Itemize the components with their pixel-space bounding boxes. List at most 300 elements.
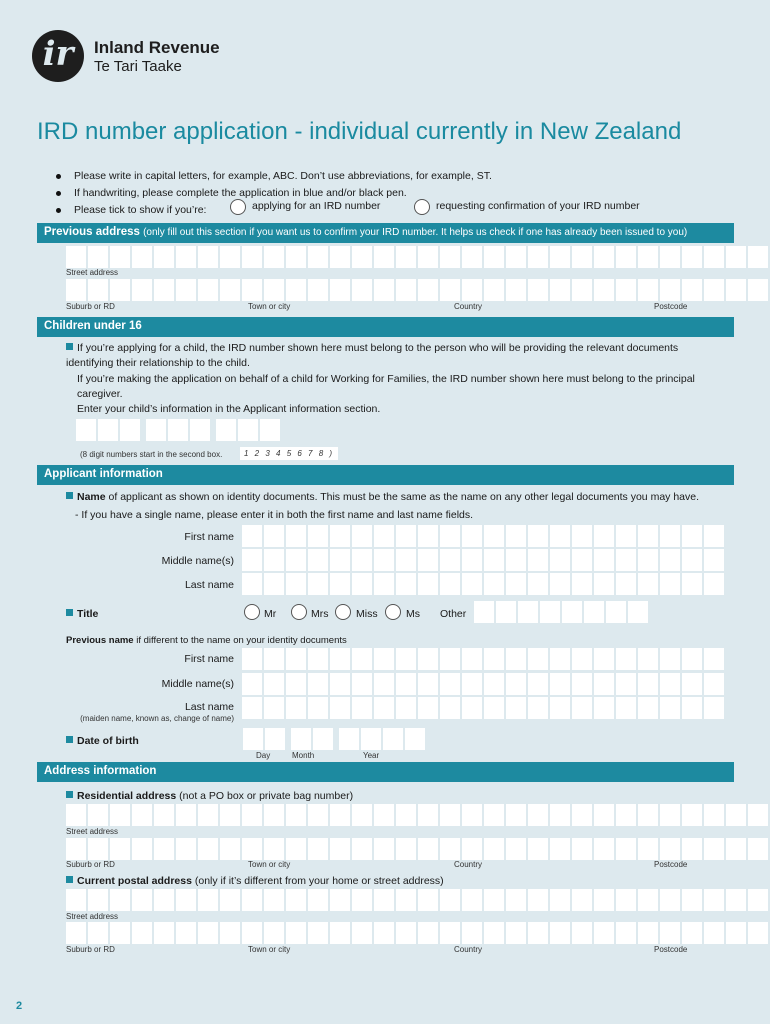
char-box[interactable] xyxy=(528,697,548,719)
char-box[interactable] xyxy=(374,838,394,860)
char-box[interactable] xyxy=(616,246,636,268)
title-miss-radio[interactable] xyxy=(335,604,351,620)
char-box[interactable] xyxy=(264,673,284,695)
char-box[interactable] xyxy=(484,922,504,944)
char-box[interactable] xyxy=(506,889,526,911)
dob-month-boxes[interactable] xyxy=(291,728,333,750)
char-box[interactable] xyxy=(66,279,86,301)
child-ird-number[interactable] xyxy=(76,419,280,441)
char-box[interactable] xyxy=(418,246,438,268)
char-box[interactable] xyxy=(352,525,372,547)
char-box[interactable] xyxy=(682,246,702,268)
char-box[interactable] xyxy=(638,697,658,719)
char-box[interactable] xyxy=(330,246,350,268)
prev-first-name-boxes[interactable] xyxy=(242,648,724,670)
title-other-boxes[interactable] xyxy=(474,601,648,623)
char-box[interactable] xyxy=(660,279,680,301)
char-box[interactable] xyxy=(88,246,108,268)
char-box[interactable] xyxy=(264,648,284,670)
char-box[interactable] xyxy=(418,525,438,547)
char-box[interactable] xyxy=(572,648,592,670)
char-box[interactable] xyxy=(440,549,460,571)
char-box[interactable] xyxy=(462,838,482,860)
char-box[interactable] xyxy=(339,728,359,750)
char-box[interactable] xyxy=(374,573,394,595)
char-box[interactable] xyxy=(748,838,768,860)
char-box[interactable] xyxy=(374,889,394,911)
char-box[interactable] xyxy=(704,673,724,695)
char-box[interactable] xyxy=(704,549,724,571)
char-box[interactable] xyxy=(110,838,130,860)
char-box[interactable] xyxy=(308,525,328,547)
char-box[interactable] xyxy=(572,922,592,944)
prev-last-name-boxes[interactable] xyxy=(242,697,724,719)
char-box[interactable] xyxy=(594,573,614,595)
char-box[interactable] xyxy=(396,549,416,571)
title-mr-radio[interactable] xyxy=(244,604,260,620)
char-box[interactable] xyxy=(242,525,262,547)
char-box[interactable] xyxy=(594,804,614,826)
char-box[interactable] xyxy=(176,804,196,826)
char-box[interactable] xyxy=(220,838,240,860)
char-box[interactable] xyxy=(352,279,372,301)
char-box[interactable] xyxy=(308,279,328,301)
char-box[interactable] xyxy=(330,549,350,571)
char-box[interactable] xyxy=(330,279,350,301)
char-box[interactable] xyxy=(506,922,526,944)
char-box[interactable] xyxy=(484,525,504,547)
char-box[interactable] xyxy=(506,804,526,826)
char-box[interactable] xyxy=(594,279,614,301)
char-box[interactable] xyxy=(132,804,152,826)
char-box[interactable] xyxy=(396,697,416,719)
char-box[interactable] xyxy=(704,573,724,595)
char-box[interactable] xyxy=(66,922,86,944)
char-box[interactable] xyxy=(352,697,372,719)
char-box[interactable] xyxy=(704,246,724,268)
char-box[interactable] xyxy=(198,889,218,911)
char-box[interactable] xyxy=(286,549,306,571)
char-box[interactable] xyxy=(242,648,262,670)
char-box[interactable] xyxy=(286,573,306,595)
char-box[interactable] xyxy=(440,838,460,860)
char-box[interactable] xyxy=(374,648,394,670)
title-ms-radio[interactable] xyxy=(385,604,401,620)
char-box[interactable] xyxy=(418,573,438,595)
char-box[interactable] xyxy=(748,804,768,826)
char-box[interactable] xyxy=(616,673,636,695)
char-box[interactable] xyxy=(154,279,174,301)
char-box[interactable] xyxy=(682,525,702,547)
char-box[interactable] xyxy=(660,838,680,860)
char-box[interactable] xyxy=(606,601,626,623)
char-box[interactable] xyxy=(616,648,636,670)
char-box[interactable] xyxy=(396,246,416,268)
char-box[interactable] xyxy=(242,246,262,268)
char-box[interactable] xyxy=(484,889,504,911)
char-box[interactable] xyxy=(110,922,130,944)
char-box[interactable] xyxy=(440,889,460,911)
char-box[interactable] xyxy=(704,648,724,670)
char-box[interactable] xyxy=(638,525,658,547)
char-box[interactable] xyxy=(352,922,372,944)
char-box[interactable] xyxy=(726,922,746,944)
char-box[interactable] xyxy=(308,922,328,944)
char-box[interactable] xyxy=(264,246,284,268)
char-box[interactable] xyxy=(550,525,570,547)
char-box[interactable] xyxy=(660,673,680,695)
char-box[interactable] xyxy=(396,889,416,911)
char-box[interactable] xyxy=(198,246,218,268)
char-box[interactable] xyxy=(242,889,262,911)
char-box[interactable] xyxy=(396,673,416,695)
char-box[interactable] xyxy=(396,573,416,595)
char-box[interactable] xyxy=(308,889,328,911)
char-box[interactable] xyxy=(146,419,166,441)
char-box[interactable] xyxy=(506,648,526,670)
char-box[interactable] xyxy=(562,601,582,623)
char-box[interactable] xyxy=(242,573,262,595)
char-box[interactable] xyxy=(308,246,328,268)
char-box[interactable] xyxy=(396,648,416,670)
char-box[interactable] xyxy=(242,922,262,944)
char-box[interactable] xyxy=(550,889,570,911)
char-box[interactable] xyxy=(550,246,570,268)
char-box[interactable] xyxy=(286,922,306,944)
child-ird-group-2[interactable] xyxy=(146,419,210,441)
char-box[interactable] xyxy=(418,279,438,301)
char-box[interactable] xyxy=(396,525,416,547)
char-box[interactable] xyxy=(374,246,394,268)
char-box[interactable] xyxy=(660,525,680,547)
char-box[interactable] xyxy=(682,889,702,911)
char-box[interactable] xyxy=(594,525,614,547)
char-box[interactable] xyxy=(264,549,284,571)
char-box[interactable] xyxy=(528,279,548,301)
char-box[interactable] xyxy=(528,922,548,944)
char-box[interactable] xyxy=(374,549,394,571)
char-box[interactable] xyxy=(638,804,658,826)
prev-suburb-boxes[interactable] xyxy=(66,279,770,301)
char-box[interactable] xyxy=(88,279,108,301)
char-box[interactable] xyxy=(462,922,482,944)
char-box[interactable] xyxy=(660,889,680,911)
res-suburb-boxes[interactable] xyxy=(66,838,770,860)
char-box[interactable] xyxy=(506,549,526,571)
char-box[interactable] xyxy=(628,601,648,623)
char-box[interactable] xyxy=(550,673,570,695)
char-box[interactable] xyxy=(638,889,658,911)
char-box[interactable] xyxy=(264,889,284,911)
char-box[interactable] xyxy=(572,838,592,860)
char-box[interactable] xyxy=(243,728,263,750)
char-box[interactable] xyxy=(66,246,86,268)
char-box[interactable] xyxy=(396,922,416,944)
char-box[interactable] xyxy=(66,838,86,860)
char-box[interactable] xyxy=(528,804,548,826)
char-box[interactable] xyxy=(313,728,333,750)
char-box[interactable] xyxy=(726,246,746,268)
char-box[interactable] xyxy=(484,246,504,268)
char-box[interactable] xyxy=(405,728,425,750)
char-box[interactable] xyxy=(220,279,240,301)
char-box[interactable] xyxy=(484,549,504,571)
char-box[interactable] xyxy=(638,573,658,595)
char-box[interactable] xyxy=(330,838,350,860)
char-box[interactable] xyxy=(572,804,592,826)
char-box[interactable] xyxy=(726,838,746,860)
char-box[interactable] xyxy=(550,697,570,719)
postal-street-boxes[interactable] xyxy=(66,889,770,911)
char-box[interactable] xyxy=(110,889,130,911)
char-box[interactable] xyxy=(264,525,284,547)
char-box[interactable] xyxy=(242,549,262,571)
char-box[interactable] xyxy=(462,648,482,670)
dob-day-boxes[interactable] xyxy=(243,728,285,750)
char-box[interactable] xyxy=(396,804,416,826)
char-box[interactable] xyxy=(154,246,174,268)
char-box[interactable] xyxy=(638,673,658,695)
char-box[interactable] xyxy=(76,419,96,441)
char-box[interactable] xyxy=(374,673,394,695)
char-box[interactable] xyxy=(616,279,636,301)
char-box[interactable] xyxy=(572,573,592,595)
char-box[interactable] xyxy=(594,549,614,571)
char-box[interactable] xyxy=(242,804,262,826)
char-box[interactable] xyxy=(176,889,196,911)
char-box[interactable] xyxy=(242,697,262,719)
char-box[interactable] xyxy=(572,673,592,695)
char-box[interactable] xyxy=(660,549,680,571)
char-box[interactable] xyxy=(660,922,680,944)
char-box[interactable] xyxy=(704,697,724,719)
char-box[interactable] xyxy=(418,697,438,719)
char-box[interactable] xyxy=(418,838,438,860)
char-box[interactable] xyxy=(330,673,350,695)
char-box[interactable] xyxy=(484,804,504,826)
char-box[interactable] xyxy=(584,601,604,623)
char-box[interactable] xyxy=(660,648,680,670)
char-box[interactable] xyxy=(484,697,504,719)
prev-middle-name-boxes[interactable] xyxy=(242,673,724,695)
char-box[interactable] xyxy=(572,697,592,719)
char-box[interactable] xyxy=(462,573,482,595)
char-box[interactable] xyxy=(638,549,658,571)
confirm-radio[interactable] xyxy=(414,199,430,215)
char-box[interactable] xyxy=(190,419,210,441)
char-box[interactable] xyxy=(616,922,636,944)
char-box[interactable] xyxy=(528,573,548,595)
char-box[interactable] xyxy=(682,648,702,670)
char-box[interactable] xyxy=(418,804,438,826)
char-box[interactable] xyxy=(462,889,482,911)
char-box[interactable] xyxy=(616,697,636,719)
char-box[interactable] xyxy=(660,697,680,719)
char-box[interactable] xyxy=(286,673,306,695)
char-box[interactable] xyxy=(154,838,174,860)
char-box[interactable] xyxy=(616,525,636,547)
char-box[interactable] xyxy=(638,648,658,670)
char-box[interactable] xyxy=(242,838,262,860)
char-box[interactable] xyxy=(726,804,746,826)
char-box[interactable] xyxy=(550,838,570,860)
char-box[interactable] xyxy=(176,922,196,944)
char-box[interactable] xyxy=(132,279,152,301)
char-box[interactable] xyxy=(528,673,548,695)
char-box[interactable] xyxy=(374,922,394,944)
char-box[interactable] xyxy=(616,838,636,860)
char-box[interactable] xyxy=(638,246,658,268)
char-box[interactable] xyxy=(594,246,614,268)
char-box[interactable] xyxy=(704,922,724,944)
char-box[interactable] xyxy=(616,549,636,571)
char-box[interactable] xyxy=(330,573,350,595)
char-box[interactable] xyxy=(418,673,438,695)
char-box[interactable] xyxy=(198,838,218,860)
char-box[interactable] xyxy=(88,889,108,911)
char-box[interactable] xyxy=(154,889,174,911)
char-box[interactable] xyxy=(352,648,372,670)
char-box[interactable] xyxy=(550,549,570,571)
char-box[interactable] xyxy=(110,279,130,301)
char-box[interactable] xyxy=(418,889,438,911)
char-box[interactable] xyxy=(308,697,328,719)
char-box[interactable] xyxy=(594,648,614,670)
char-box[interactable] xyxy=(216,419,236,441)
dob-boxes[interactable] xyxy=(243,728,425,750)
char-box[interactable] xyxy=(616,889,636,911)
char-box[interactable] xyxy=(506,573,526,595)
char-box[interactable] xyxy=(572,549,592,571)
char-box[interactable] xyxy=(198,279,218,301)
char-box[interactable] xyxy=(682,838,702,860)
prev-street-boxes[interactable] xyxy=(66,246,770,268)
char-box[interactable] xyxy=(682,922,702,944)
char-box[interactable] xyxy=(540,601,560,623)
char-box[interactable] xyxy=(506,673,526,695)
char-box[interactable] xyxy=(308,648,328,670)
char-box[interactable] xyxy=(440,697,460,719)
char-box[interactable] xyxy=(132,838,152,860)
char-box[interactable] xyxy=(132,922,152,944)
char-box[interactable] xyxy=(154,922,174,944)
char-box[interactable] xyxy=(220,922,240,944)
char-box[interactable] xyxy=(704,279,724,301)
char-box[interactable] xyxy=(572,889,592,911)
char-box[interactable] xyxy=(264,573,284,595)
char-box[interactable] xyxy=(396,279,416,301)
char-box[interactable] xyxy=(418,648,438,670)
char-box[interactable] xyxy=(506,525,526,547)
char-box[interactable] xyxy=(550,279,570,301)
char-box[interactable] xyxy=(154,804,174,826)
char-box[interactable] xyxy=(528,648,548,670)
char-box[interactable] xyxy=(286,525,306,547)
char-box[interactable] xyxy=(440,525,460,547)
char-box[interactable] xyxy=(682,673,702,695)
char-box[interactable] xyxy=(352,573,372,595)
apply-radio[interactable] xyxy=(230,199,246,215)
char-box[interactable] xyxy=(550,922,570,944)
char-box[interactable] xyxy=(726,889,746,911)
char-box[interactable] xyxy=(286,648,306,670)
char-box[interactable] xyxy=(462,697,482,719)
char-box[interactable] xyxy=(110,246,130,268)
middle-name-boxes[interactable] xyxy=(242,549,724,571)
char-box[interactable] xyxy=(308,573,328,595)
char-box[interactable] xyxy=(361,728,381,750)
char-box[interactable] xyxy=(484,838,504,860)
char-box[interactable] xyxy=(726,279,746,301)
char-box[interactable] xyxy=(440,673,460,695)
char-box[interactable] xyxy=(110,804,130,826)
char-box[interactable] xyxy=(176,246,196,268)
char-box[interactable] xyxy=(66,804,86,826)
char-box[interactable] xyxy=(440,804,460,826)
char-box[interactable] xyxy=(198,922,218,944)
char-box[interactable] xyxy=(352,838,372,860)
char-box[interactable] xyxy=(418,549,438,571)
char-box[interactable] xyxy=(506,838,526,860)
char-box[interactable] xyxy=(88,838,108,860)
char-box[interactable] xyxy=(616,804,636,826)
char-box[interactable] xyxy=(374,525,394,547)
char-box[interactable] xyxy=(120,419,140,441)
char-box[interactable] xyxy=(220,246,240,268)
char-box[interactable] xyxy=(616,573,636,595)
char-box[interactable] xyxy=(528,889,548,911)
char-box[interactable] xyxy=(98,419,118,441)
char-box[interactable] xyxy=(264,922,284,944)
char-box[interactable] xyxy=(88,922,108,944)
char-box[interactable] xyxy=(528,549,548,571)
last-name-boxes[interactable] xyxy=(242,573,724,595)
char-box[interactable] xyxy=(462,549,482,571)
char-box[interactable] xyxy=(484,673,504,695)
char-box[interactable] xyxy=(528,525,548,547)
char-box[interactable] xyxy=(440,648,460,670)
char-box[interactable] xyxy=(286,804,306,826)
char-box[interactable] xyxy=(682,804,702,826)
res-street-boxes[interactable] xyxy=(66,804,770,826)
char-box[interactable] xyxy=(286,246,306,268)
postal-suburb-boxes[interactable] xyxy=(66,922,770,944)
char-box[interactable] xyxy=(572,279,592,301)
char-box[interactable] xyxy=(265,728,285,750)
char-box[interactable] xyxy=(748,246,768,268)
char-box[interactable] xyxy=(286,279,306,301)
char-box[interactable] xyxy=(496,601,516,623)
char-box[interactable] xyxy=(594,889,614,911)
char-box[interactable] xyxy=(264,804,284,826)
char-box[interactable] xyxy=(572,525,592,547)
char-box[interactable] xyxy=(440,573,460,595)
char-box[interactable] xyxy=(238,419,258,441)
char-box[interactable] xyxy=(528,838,548,860)
char-box[interactable] xyxy=(264,838,284,860)
child-ird-group-1[interactable] xyxy=(76,419,140,441)
char-box[interactable] xyxy=(132,889,152,911)
char-box[interactable] xyxy=(682,549,702,571)
char-box[interactable] xyxy=(352,549,372,571)
char-box[interactable] xyxy=(506,246,526,268)
char-box[interactable] xyxy=(374,279,394,301)
char-box[interactable] xyxy=(594,697,614,719)
char-box[interactable] xyxy=(168,419,188,441)
char-box[interactable] xyxy=(308,673,328,695)
char-box[interactable] xyxy=(176,838,196,860)
char-box[interactable] xyxy=(330,922,350,944)
